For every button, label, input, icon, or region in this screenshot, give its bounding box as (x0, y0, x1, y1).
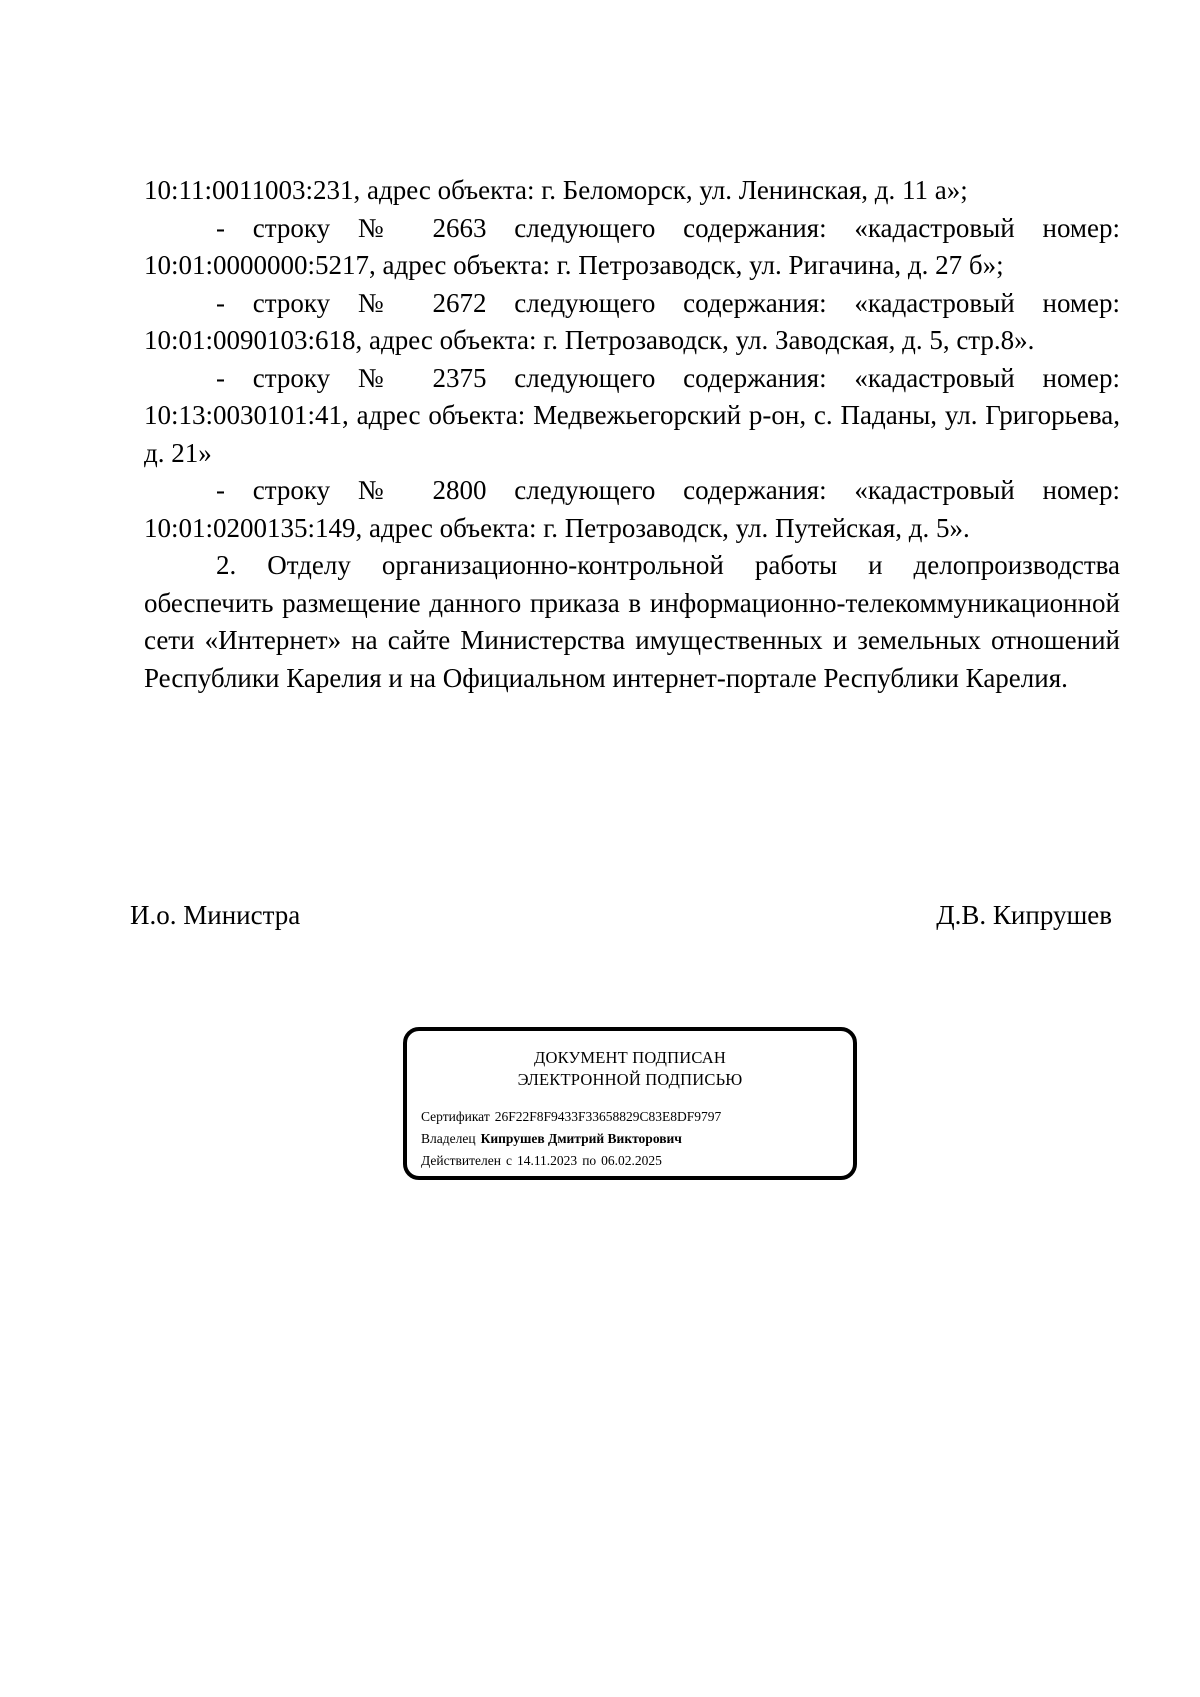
signatory-name: Д.В. Кипрушев (936, 900, 1112, 930)
stamp-validity-line (421, 1150, 721, 1172)
paragraph-row-2375: - строку № 2375 следующего содержания: «кадастровый номер: 10:13:0030101:41, адрес объекта: Медвежьегорский р-он, с. Паданы, ул. Григорьева, д. 21» (144, 362, 1120, 468)
paragraph-continuation: 10:11:0011003:231, адрес объекта: г. Беломорск, ул. Ленинская, д. 11 а»; (144, 175, 968, 205)
stamp-title (407, 1047, 853, 1091)
owner-label: Владелец (421, 1131, 476, 1146)
paragraph-item-2: 2. Отделу организационно-контрольной работы и делопроизводства обеспечить размещение данного приказа в информационно-телекоммуникационной сети «Интернет» на сайте Министерства имущественных и земельных отношений Республики Карелия и на Официальном интернет-портале Республики Карелия. (144, 550, 1120, 693)
certificate-label: Сертификат (421, 1109, 490, 1124)
valid-to-date: 06.02.2025 (601, 1153, 662, 1168)
paragraph-row-2672: - строку № 2672 следующего содержания: «кадастровый номер: 10:01:0090103:618, адрес объекта: г. Петрозаводск, ул. Заводская, д. 5, стр.8». (144, 287, 1120, 355)
valid-from-label: с (505, 1153, 512, 1168)
signatory-position: И.о. Министра (130, 900, 301, 930)
stamp-owner-line (421, 1128, 721, 1150)
valid-from-date: 14.11.2023 (516, 1153, 578, 1168)
paragraph-row-2663: - строку № 2663 следующего содержания: «кадастровый номер: 10:01:0000000:5217, адрес объекта: г. Петрозаводск, ул. Ригачина, д. 27 б»; (144, 212, 1120, 280)
stamp-certificate-line (421, 1106, 721, 1128)
owner-value: Кипрушев Дмитрий Викторович (480, 1131, 682, 1146)
valid-to-label: по (582, 1153, 597, 1168)
valid-label: Действителен (421, 1153, 501, 1168)
stamp-details (421, 1106, 721, 1172)
stamp-title-line-2: ЭЛЕКТРОННОЙ ПОДПИСЬЮ (517, 1070, 743, 1089)
stamp-title-line-1: ДОКУМЕНТ ПОДПИСАН (534, 1048, 726, 1067)
electronic-signature-stamp (403, 1027, 857, 1180)
document-body (144, 172, 1120, 697)
certificate-value: 26F22F8F9433F33658829C83E8DF9797 (494, 1109, 722, 1124)
paragraph-row-2800: - строку № 2800 следующего содержания: «кадастровый номер: 10:01:0200135:149, адрес объекта: г. Петрозаводск, ул. Путейская, д. 5». (144, 475, 1120, 543)
